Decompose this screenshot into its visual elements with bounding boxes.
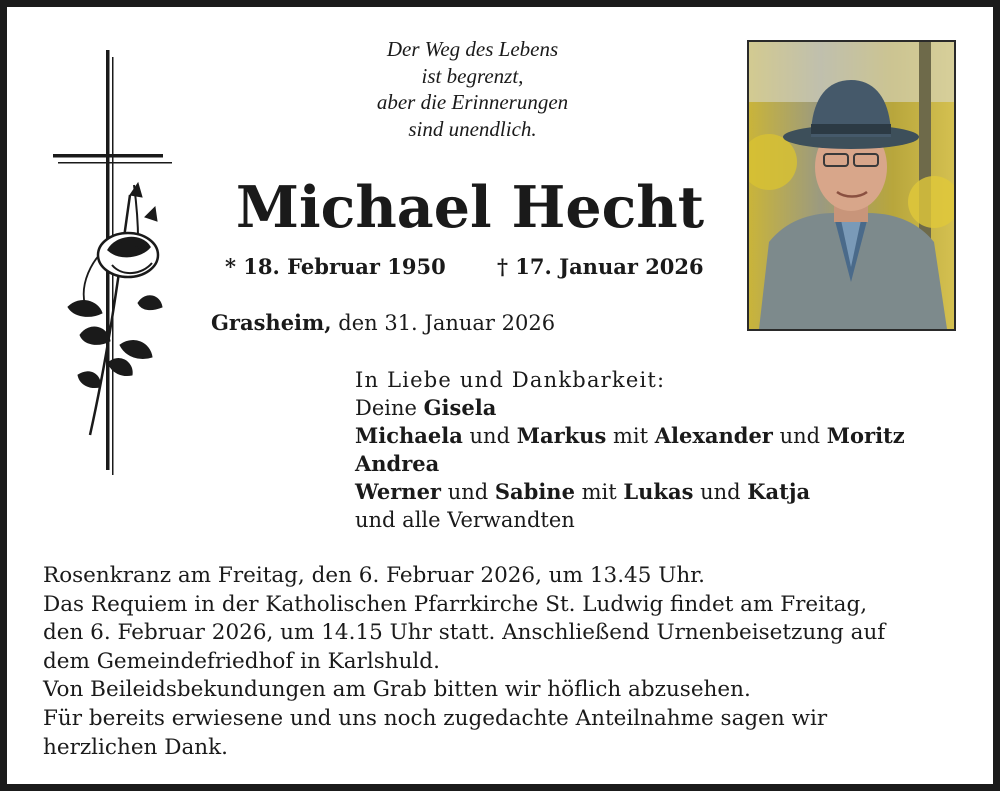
notice-line: den 6. Februar 2026, um 14.15 Uhr statt. Anschließend Urnenbeisetzung auf xyxy=(43,620,886,646)
deceased-name: Michael Hecht xyxy=(235,174,705,241)
notice-line: dem Gemeindefriedhof in Karlshuld. xyxy=(43,648,440,674)
family-line xyxy=(355,422,905,450)
family-member-name: Michaela xyxy=(355,423,463,448)
family-member-name: Andrea xyxy=(355,451,440,476)
family-line xyxy=(355,394,905,422)
place: Grasheim, xyxy=(211,310,332,335)
family-line xyxy=(355,450,905,478)
family-text: und xyxy=(447,480,489,504)
service-notice xyxy=(43,562,968,762)
place-date-line xyxy=(211,309,555,337)
family-member-name: Sabine xyxy=(494,479,575,504)
quote-line: aber die Erinnerungen xyxy=(376,90,569,114)
notice-line: Das Requiem in der Katholischen Pfarrkirche St. Ludwig findet am Freitag, xyxy=(43,591,868,617)
family-member-name: Moritz xyxy=(826,423,905,448)
notice-line: herzlichen Dank. xyxy=(43,734,228,760)
family-member-name: Alexander xyxy=(654,423,773,448)
memorial-quote xyxy=(300,36,645,142)
family-line: und alle Verwandten xyxy=(355,508,575,532)
family-text: Deine xyxy=(355,396,417,420)
notice-date: den 31. Januar 2026 xyxy=(338,311,556,335)
family-text: mit xyxy=(581,480,617,504)
death-date: † 17. Januar 2026 xyxy=(497,254,704,279)
notice-line: Für bereits erwiesene und uns noch zugedachte Anteilnahme sagen wir xyxy=(43,705,828,731)
family-member-name: Gisela xyxy=(423,395,497,420)
family-text: und xyxy=(469,424,511,448)
family-line xyxy=(355,478,905,506)
notice-line: Rosenkranz am Freitag, den 6. Februar 2026, um 13.45 Uhr. xyxy=(43,563,705,588)
quote-line: Der Weg des Lebens xyxy=(386,37,559,61)
family-member-name: Markus xyxy=(516,423,607,448)
portrait-image xyxy=(749,42,954,329)
notice-line: Von Beileidsbekundungen am Grab bitten wir höflich abzusehen. xyxy=(43,677,751,703)
family-signature xyxy=(355,366,905,534)
family-text: und xyxy=(700,480,741,504)
family-heading: In Liebe und Dankbarkeit: xyxy=(355,368,666,392)
quote-line: sind unendlich. xyxy=(408,116,537,141)
rose-icon xyxy=(68,183,162,435)
family-text: mit xyxy=(612,424,649,448)
cross-with-rose xyxy=(50,45,180,480)
family-text: und xyxy=(779,424,821,448)
family-member-name: Katja xyxy=(747,479,811,504)
family-member-name: Werner xyxy=(355,479,441,504)
family-member-name: Lukas xyxy=(623,479,694,504)
portrait-photo xyxy=(747,40,956,331)
birth-date: * 18. Februar 1950 xyxy=(225,254,446,279)
quote-line: ist begrenzt, xyxy=(421,63,524,88)
